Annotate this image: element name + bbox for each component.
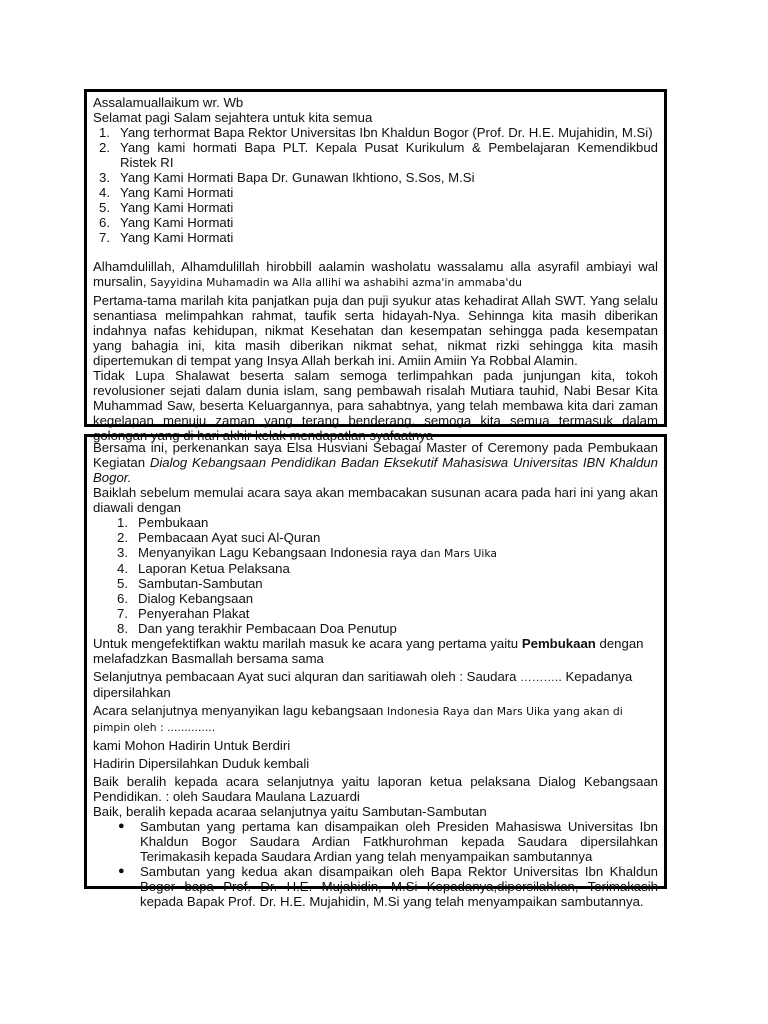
shalawat-paragraph: Tidak Lupa Shalawat beserta salam semoga terlimpahkan pada junjungan kita, tokoh revolusioner sejati dalam dunia islam, sang pembawah risalah Mutiara tauhid, Nabi Besar Kita Muhammad Saw, beserta Keluargannya, para sahabtnya, yang telah membawa kita dari zaman kegelapan menuju zaman yang terang benderang, semoga kita semua termasuk dalam golongan yang di hari akhir kelak mendapatlan syafaatnya	[93, 368, 658, 443]
greeting-pagi: Selamat pagi Salam sejahtera untuk kita semua	[93, 110, 373, 125]
berdiri-line: kami Mohon Hadirin Untuk Berdiri	[93, 738, 291, 753]
list-item: 5. Yang Kami Hormati	[99, 200, 234, 215]
list-item: 7. Penyerahan Plakat	[117, 606, 250, 621]
list-item: 1. Yang terhormat Bapa Rektor Universitas Ibn Khaldun Bogor (Prof. Dr. H.E. Mujahidin, M.Si)	[99, 125, 653, 140]
lagu-kebangsaan-paragraph: Acara selanjutnya menyanyikan lagu kebangsaan Indonesia Raya dan Mars Uika yang akan di pimpin oleh : ..............	[93, 703, 623, 734]
bullet-icon: ●	[118, 820, 125, 832]
ayat-suci-paragraph: Selanjutnya pembacaan Ayat suci alquran dan saritiawah oleh : Saudara ……….. Kepadanya dipersilahkan	[93, 669, 633, 700]
agenda-section-box	[84, 434, 667, 909]
laporan-paragraph: Baik beralih kepada acara selanjutnya yaitu laporan ketua pelaksana Dialog Kebangsaan Pendidikan. : oleh Saudara Maulana Lazuardi	[93, 774, 658, 804]
pembukaan-paragraph: Untuk mengefektifkan waktu marilah masuk ke acara yang pertama yaitu Pembukaan dengan melafadzkan Basmallah bersama sama	[93, 636, 644, 666]
honorifics-list	[93, 125, 658, 245]
baiklah-paragraph: Baiklah sebelum memulai acara saya akan membacakan susunan acara pada hari ini yang akan diawali dengan	[93, 485, 658, 515]
list-item: 6. Yang Kami Hormati	[99, 215, 234, 230]
list-item: ● Sambutan yang kedua akan disampaikan oleh Bapa Rektor Universitas Ibn Khaldun Bogor bapa Prof. Dr. H.E. Mujahidin, M.Si Kepadanya,dipersilahkan, Terimakasih kepada Bapak Prof. Dr. H.E. Mujahidin, M.Si yang telah menyampaikan sambutannya.	[118, 864, 658, 909]
list-item: 8. Dan yang terakhir Pembacaan Doa Penutup	[117, 621, 397, 636]
sambutan-list	[93, 819, 658, 909]
opening-section-content	[93, 95, 658, 443]
mc-intro-paragraph: Bersama ini, perkenankan saya Elsa Husviani Sebagai Master of Ceremony pada Pembukaan Kegiatan Dialog Kebangsaan Pendidikan Badan Eksekutif Mahasiswa Universitas IBN Khaldun Bogor.	[93, 440, 658, 485]
list-item: ● Sambutan yang pertama kan disampaikan oleh Presiden Mahasiswa Universitas Ibn Khaldun Bogor Saudara Ardian Fatkhurohman kepada Saudara dipersilahkan Terimakasih kepada Saudara Ardian yang telah menyampaikan sambutannya	[118, 819, 658, 864]
list-item: 6. Dialog Kebangsaan	[117, 591, 254, 606]
agenda-list	[93, 515, 658, 636]
list-item: 7. Yang Kami Hormati	[99, 230, 234, 245]
list-item: 2. Pembacaan Ayat suci Al-Quran	[117, 530, 321, 545]
opening-section-box	[84, 89, 667, 443]
list-item: 5. Sambutan-Sambutan	[117, 576, 263, 591]
greeting-salam: Assalamuallaikum wr. Wb	[93, 95, 244, 110]
list-item: 2. Yang kami hormati Bapa PLT. Kepala Pusat Kurikulum & Pembelajaran Kemendikbud Ristek RI	[99, 140, 658, 170]
list-item: 1. Pembukaan	[117, 515, 209, 530]
list-item: 4. Yang Kami Hormati	[99, 185, 234, 200]
alhamdulillah-paragraph: Alhamdulillah, Alhamdulillah hirobbill aalamin washolatu wassalamu alla asyrafil ambiayi wal mursalin, Sayyidina Muhamadin wa Alla allihi wa ashabihi azma'in ammaba'du	[93, 259, 658, 289]
list-item: 4. Laporan Ketua Pelaksana	[117, 561, 290, 576]
sambutan-intro-line: Baik, beralih kepada acaraa selanjutnya yaitu Sambutan-Sambutan	[93, 804, 487, 819]
list-item: 3. Yang Kami Hormati Bapa Dr. Gunawan Ikhtiono, S.Sos, M.Si	[99, 170, 475, 185]
duduk-line: Hadirin Dipersilahkan Duduk kembali	[93, 756, 310, 771]
pertama-paragraph: Pertama-tama marilah kita panjatkan puja dan puji syukur atas kehadirat Allah SWT. Yang selalu senantiasa melimpahkan rahmat, taufik serta hidayah-Nya. Sehinnga kita masih diberikan indahnya nafas kehidupan, nikmat Kesehatan dan kesempatan sehingga pada kesempatan yang bahagia ini, kita masih diberikan nikmat sehat, nikmat rizki sehingga kita masih dipertemukan di tempat yang Insya Allah berkah ini. Amiin Amiin Ya Robbal Alamin.	[93, 293, 658, 368]
bullet-icon: ●	[118, 865, 125, 877]
agenda-section-content	[93, 440, 658, 909]
list-item: 3. Menyanyikan Lagu Kebangsaan Indonesia raya dan Mars Uika	[117, 545, 498, 560]
